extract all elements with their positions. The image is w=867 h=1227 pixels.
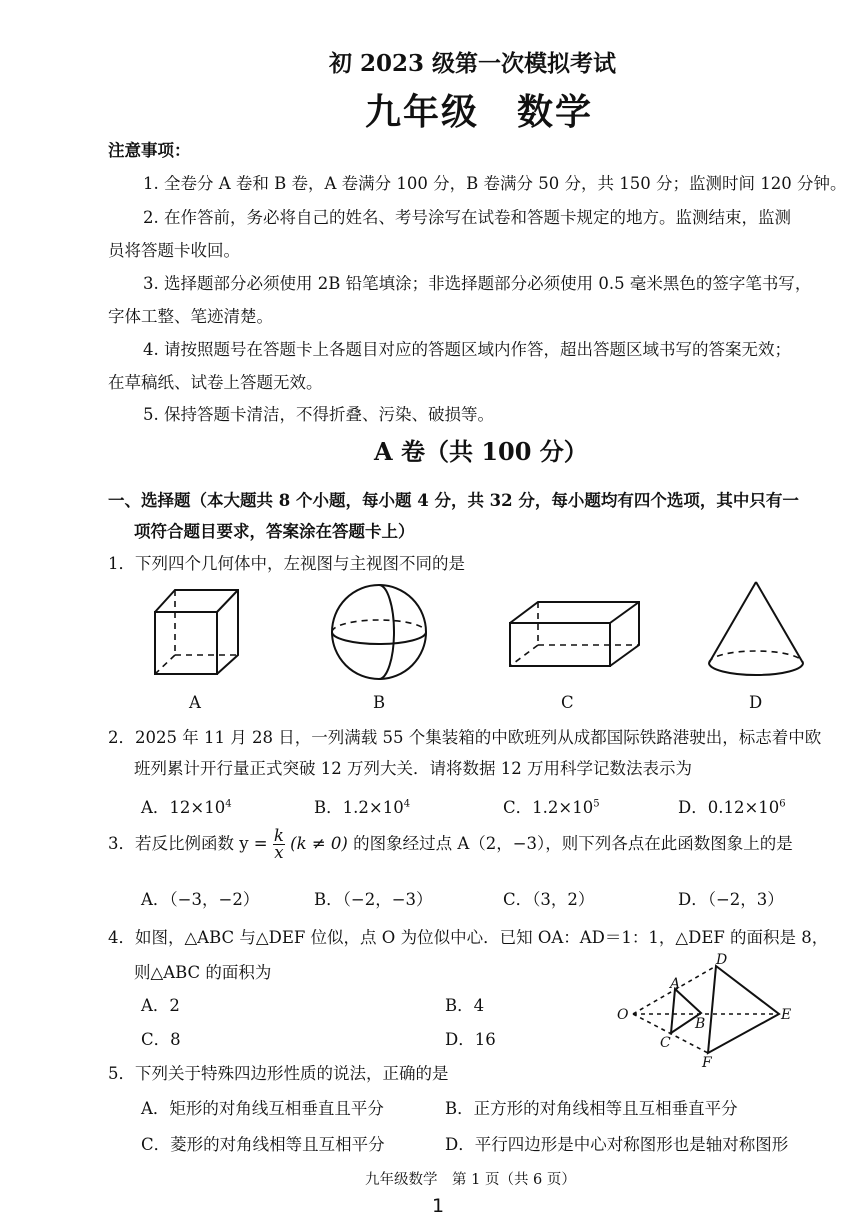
q3-option-c: C．（3，2） xyxy=(503,890,595,909)
point-f-label: F xyxy=(702,1055,712,1071)
question-4-cont: 则△ABC 的面积为 xyxy=(134,963,272,982)
q5-option-a: A．矩形的对角线互相垂直且平分 xyxy=(141,1099,384,1118)
notice-item-3: 3. 选择题部分必须使用 2B 铅笔填涂；非选择题部分必须使用 0.5 毫米黑色的签字笔书写， xyxy=(143,274,812,293)
page-footer: 九年级数学 第 1 页（共 6 页） xyxy=(365,1172,576,1188)
q4-option-b: B．4 xyxy=(445,996,485,1015)
q2-option-b: B．$1.2\times 10^4$ xyxy=(314,798,411,817)
point-b-label: B xyxy=(695,1016,706,1032)
point-c-label: C xyxy=(660,1035,671,1051)
part1-instructions-cont: 项符合题目要求，答案涂在答题卡上） xyxy=(134,522,415,541)
page-number: 1 xyxy=(432,1195,445,1217)
q3-option-d: D．（−2，3） xyxy=(678,890,784,909)
question-2: 2．2025 年 11 月 28 日，一列满载 55 个集装箱的中欧班列从成都国际铁路港驶出，标志着中欧 xyxy=(108,728,822,747)
point-o-label: O xyxy=(617,1007,629,1023)
q5-option-c: C．菱形的对角线相等且互相平分 xyxy=(141,1135,385,1154)
q4-option-a: A．2 xyxy=(141,996,180,1015)
question-3: 3．若反比例函数 y = $\frac{k}{x}$ (k ≠ 0) 的图象经过点 A（2，−3），则下列各点在此函数图象上的是 xyxy=(108,826,793,862)
homothety-figure xyxy=(615,952,795,1070)
question-1: 1．下列四个几何体中，左视图与主视图不同的是 xyxy=(108,554,465,573)
figure-label-d: D xyxy=(749,693,763,712)
page-title: 九年级 数学 xyxy=(365,91,594,133)
point-d-label: D xyxy=(716,952,728,968)
q3-option-b: B．（−2，−3） xyxy=(314,890,433,909)
point-e-label: E xyxy=(781,1007,792,1023)
q5-option-b: B．正方形的对角线相等且互相垂直平分 xyxy=(445,1099,738,1118)
q2-option-a: A．$12\times 10^4$ xyxy=(141,798,232,817)
notice-item-2-cont: 员将答题卡收回。 xyxy=(108,241,240,260)
fraction-k-over-x: $\frac{k}{x}$ xyxy=(273,826,284,862)
figure-label-a: A xyxy=(189,693,201,712)
q5-option-d: D．平行四边形是中心对称图形也是轴对称图形 xyxy=(445,1135,789,1154)
q3-option-a: A．（−3，−2） xyxy=(141,890,260,909)
section-a-title: A 卷（共 100 分） xyxy=(374,437,588,466)
figure-label-b: B xyxy=(373,693,386,712)
part1-instructions: 一、选择题（本大题共 8 个小题，每小题 4 分，共 32 分，每小题均有四个选项，其中只有一 xyxy=(108,491,799,510)
notice-item-4: 4. 请按照题号在答题卡上各题目对应的答题区域内作答，超出答题区域书写的答案无效； xyxy=(143,340,791,359)
cone-figure xyxy=(706,580,806,685)
notice-item-1: 1. 全卷分 A 卷和 B 卷，A 卷满分 100 分，B 卷满分 50 分，共 150 分；监测时间 120 分钟。 xyxy=(143,174,847,193)
point-a-label: A xyxy=(670,976,681,992)
figure-label-c: C xyxy=(561,693,574,712)
cube-figure xyxy=(150,585,230,685)
question-5: 5．下列关于特殊四边形性质的说法，正确的是 xyxy=(108,1064,449,1083)
notice-item-2: 2. 在作答前，务必将自己的姓名、考号涂写在试卷和答题卡规定的地方。监测结束，监测 xyxy=(143,208,791,227)
notice-item-5: 5. 保持答题卡清洁，不得折叠、污染、破损等。 xyxy=(143,405,494,424)
exam-subtitle: 初 2023 级第一次模拟考试 xyxy=(329,50,617,77)
q2-option-d: D．$0.12\times 10^6$ xyxy=(678,798,786,817)
notice-item-4-cont: 在草稿纸、试卷上答题无效。 xyxy=(108,373,323,392)
question-4: 4．如图，△ABC 与△DEF 位似，点 O 为位似中心．已知 OA：AD＝1：1，△DEF 的面积是 8， xyxy=(108,928,829,947)
cuboid-figure xyxy=(508,600,643,670)
question-2-cont: 班列累计开行量正式突破 12 万列大关．请将数据 12 万用科学记数法表示为 xyxy=(134,759,692,778)
sphere-figure xyxy=(330,583,428,681)
notice-item-3-cont: 字体工整、笔迹清楚。 xyxy=(108,307,273,326)
notice-heading: 注意事项： xyxy=(108,141,191,160)
q4-option-d: D．16 xyxy=(445,1030,496,1049)
q2-option-c: C．$1.2\times 10^5$ xyxy=(503,798,600,817)
q4-option-c: C．8 xyxy=(141,1030,181,1049)
